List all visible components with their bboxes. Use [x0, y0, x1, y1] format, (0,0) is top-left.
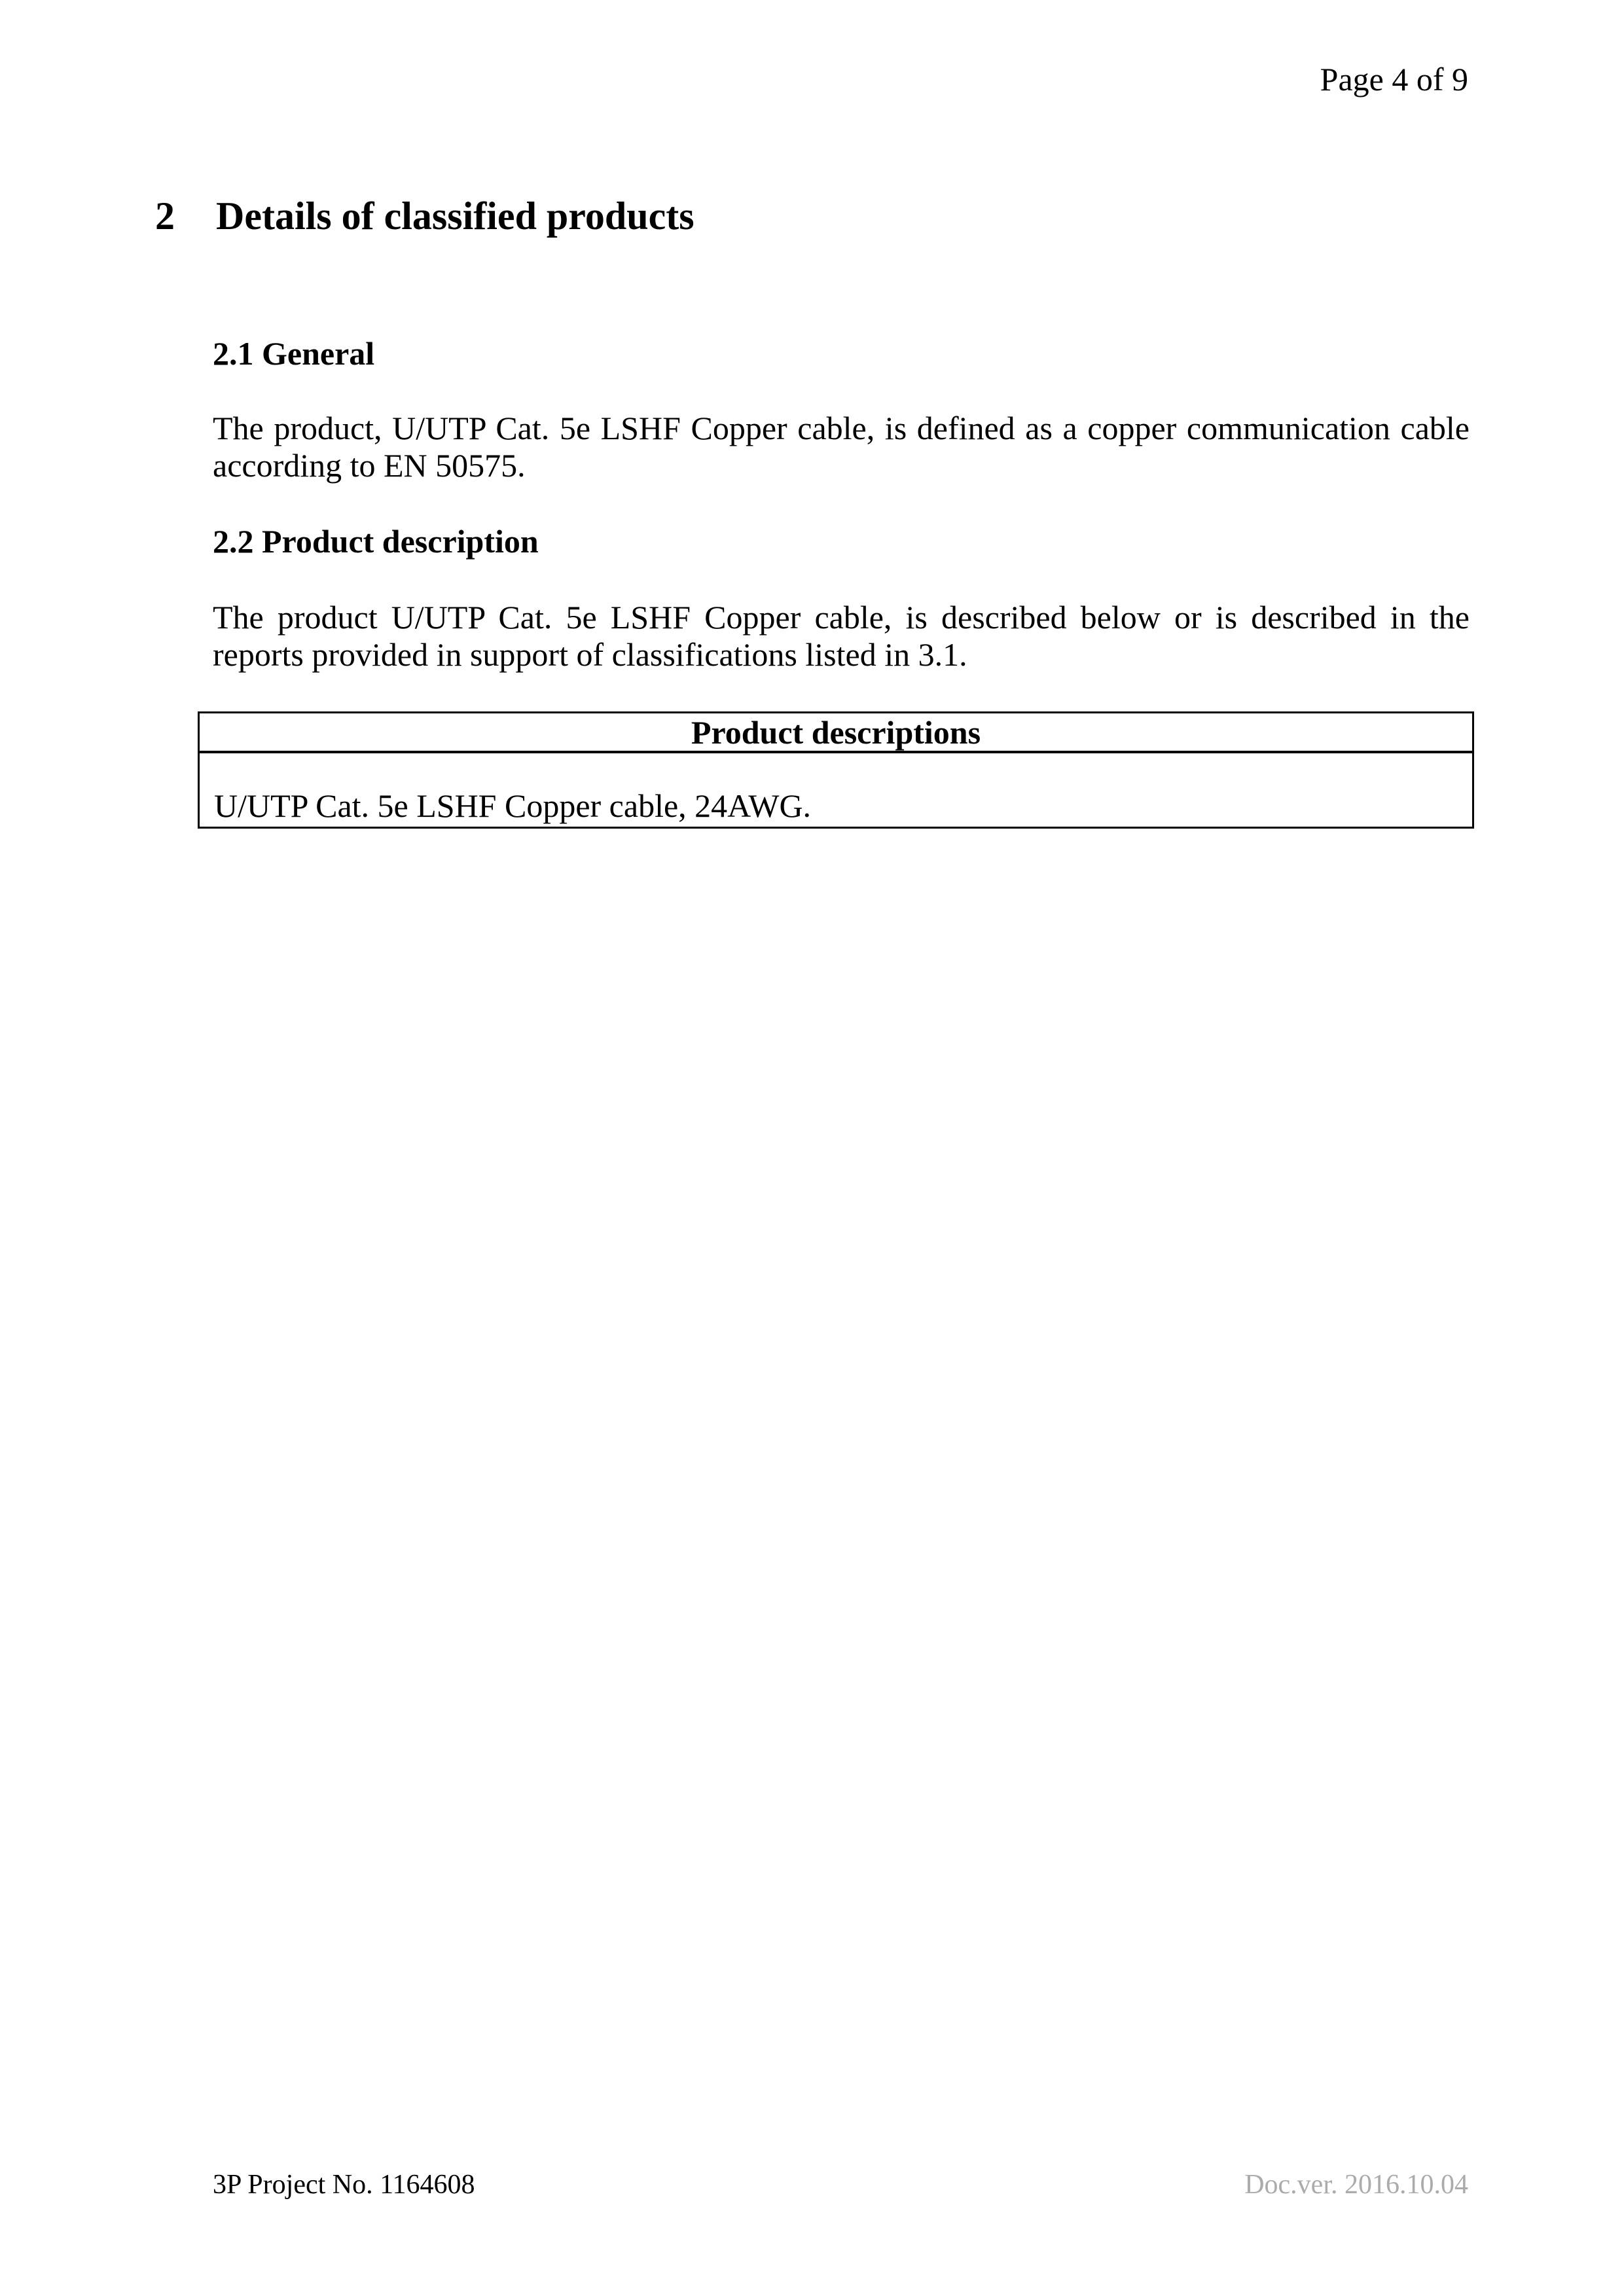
- section-heading-2-2: 2.2 Product description: [213, 523, 539, 560]
- section-heading-2-1: 2.1 General: [213, 335, 375, 372]
- paragraph-line: The product, U/UTP Cat. 5e LSHF Copper cable, is defined as a copper communication cable: [213, 410, 1470, 446]
- page-number: Page 4 of 9: [1320, 61, 1468, 98]
- paragraph-line: reports provided in support of classifications listed in 3.1.: [213, 636, 967, 673]
- section-2-1-paragraph: [213, 410, 1470, 484]
- product-descriptions-table: [198, 711, 1474, 829]
- table-cell-product-description: U/UTP Cat. 5e LSHF Copper cable, 24AWG.: [214, 787, 812, 824]
- chapter-title: Details of classified products: [216, 194, 695, 238]
- paragraph-line: according to EN 50575.: [213, 447, 526, 484]
- table-header-product-descriptions: Product descriptions: [200, 713, 1472, 753]
- footer-doc-version: Doc.ver. 2016.10.04: [1244, 2170, 1468, 2200]
- chapter-number: 2: [155, 194, 175, 238]
- footer-project-number: 3P Project No. 1164608: [213, 2170, 475, 2200]
- chapter-heading: [155, 193, 695, 239]
- paragraph-line: The product U/UTP Cat. 5e LSHF Copper cable, is described below or is described in the: [213, 599, 1470, 636]
- section-2-2-paragraph: [213, 599, 1470, 673]
